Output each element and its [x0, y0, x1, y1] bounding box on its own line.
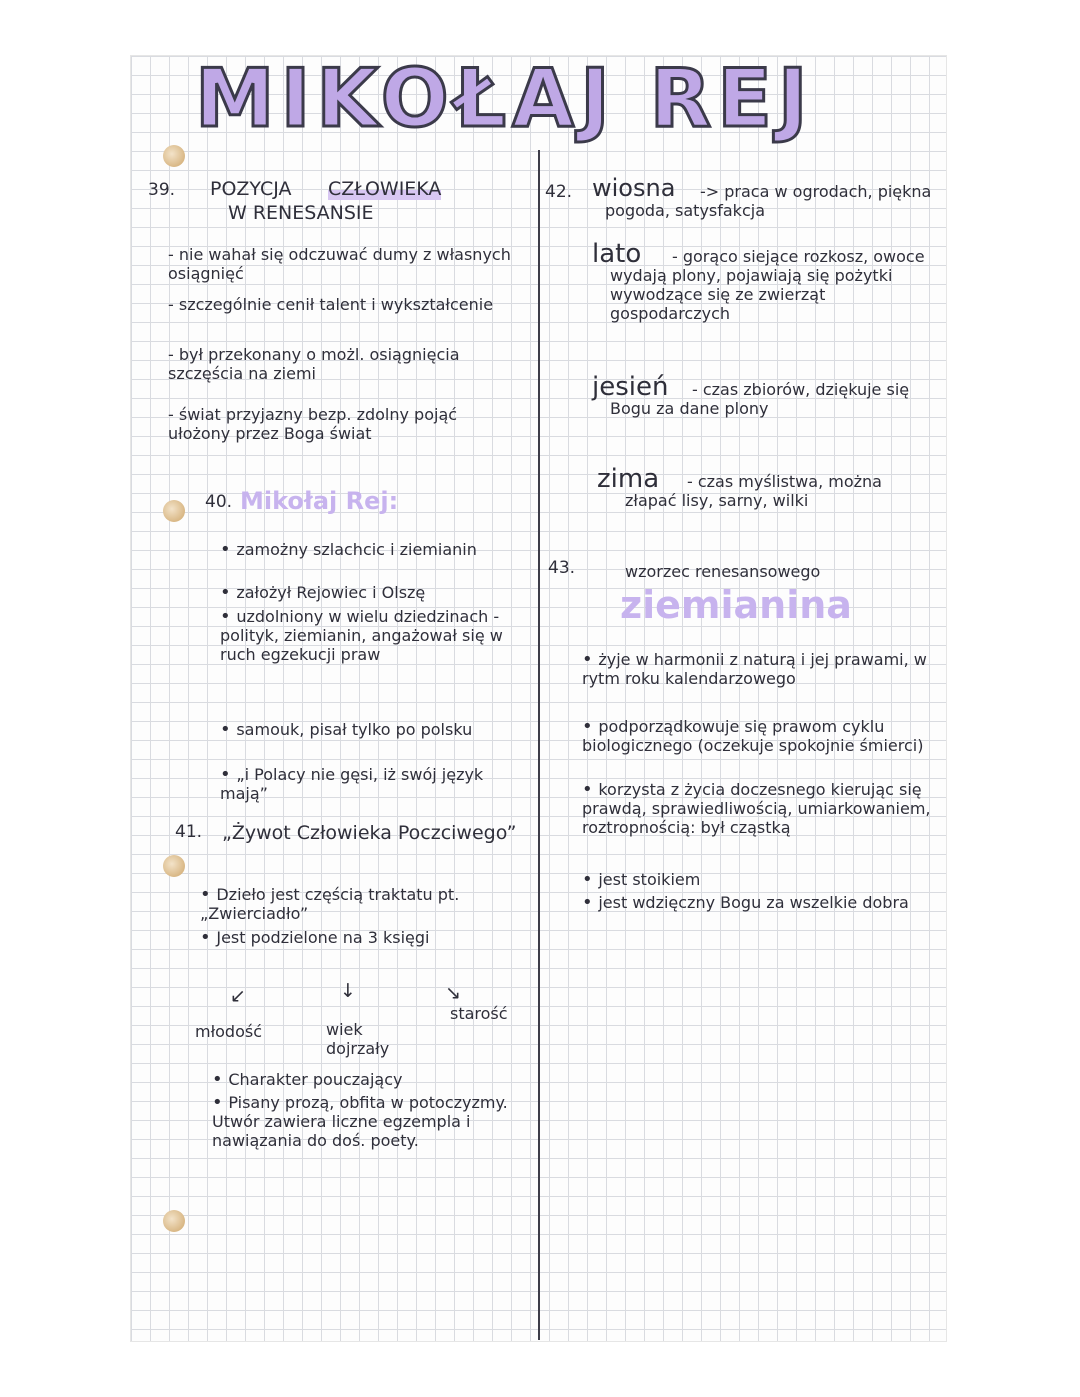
list-item: - był przekonany o możl. osiągnięcia szczęścia na ziemi — [168, 345, 460, 383]
section-39-title-1: POZYCJA — [210, 178, 292, 200]
list-item: • jest wdzięczny Bogu za wszelkie dobra — [582, 892, 909, 913]
season-autumn: jesień — [592, 372, 669, 402]
arrow-down-icon: ↓ — [340, 980, 356, 1002]
part-label: młodość — [195, 1022, 262, 1041]
season-spring-text: -> praca w ogrodach, piękna pogoda, satysfakcja — [605, 182, 932, 220]
list-item: • samouk, pisał tylko po polsku — [220, 719, 473, 740]
list-item: - szczególnie cenił talent i wykształcenie — [168, 295, 494, 314]
list-item: • jest stoikiem — [582, 869, 701, 890]
list-item: • żyje w harmonii z naturą i jej prawami, w rytm roku kalendarzowego — [582, 649, 927, 688]
list-item: - świat przyjazny bezp. zdolny pojąć ułożony przez Boga świat — [168, 405, 458, 443]
section-43-subtitle: wzorzec renesansowego — [625, 562, 821, 581]
list-item: • zamożny szlachcic i ziemianin — [220, 539, 477, 560]
section-41-number: 41. — [175, 822, 203, 842]
list-item: • założył Rejowiec i Olszę — [220, 582, 426, 603]
column-divider — [538, 150, 540, 1340]
punch-hole — [163, 1210, 185, 1232]
punch-hole — [163, 855, 185, 877]
page-title: MIKOŁAJ REJ — [195, 52, 814, 145]
list-item: • podporządkowuje się prawom cyklu biologicznego (oczekuje spokojnie śmierci) — [582, 716, 924, 755]
season-spring: wiosna — [592, 174, 676, 202]
punch-hole — [163, 500, 185, 522]
list-item: • korzysta z życia doczesnego kierując się prawdą, sprawiedliwością, umiarkowaniem, roztropnością: był cząstką — [582, 779, 931, 837]
list-item: • „i Polacy nie gęsi, iż swój język mają” — [220, 764, 484, 803]
list-item: • Charakter pouczający — [212, 1069, 403, 1090]
section-40-heading: Mikołaj Rej: — [240, 487, 399, 515]
season-autumn-text: - czas zbiorów, dziękuje się Bogu za dane plony — [610, 380, 910, 418]
season-summer-text: - gorąco siejące rozkosz, owoce wydają plony, pojawiają się pożytki wywodzące się ze zwierząt gospodarczych — [610, 247, 925, 323]
list-item: • Dzieło jest częścią traktatu pt. „Zwierciadło” — [200, 884, 460, 923]
section-43-number: 43. — [548, 558, 576, 578]
list-item: • uzdolniony w wielu dziedzinach - polityk, ziemianin, angażował się w ruch egzekucji praw — [220, 606, 503, 664]
season-winter: zima — [597, 464, 660, 494]
season-summer: lato — [592, 239, 642, 269]
section-39-number: 39. — [148, 180, 176, 200]
punch-hole — [163, 145, 185, 167]
section-42-number: 42. — [545, 182, 573, 202]
arrow-down-left-icon: ↙ — [230, 985, 246, 1007]
section-41-title: „Żywot Człowieka Poczciwego” — [222, 822, 517, 844]
section-43-heading: ziemianina — [620, 583, 852, 627]
arrow-down-right-icon: ↘ — [445, 982, 461, 1004]
section-39-title-2: CZŁOWIEKA — [328, 178, 442, 200]
section-39-title-3: W RENESANSIE — [228, 202, 374, 224]
list-item: - nie wahał się odczuwać dumy z własnych osiągnięć — [168, 245, 511, 283]
list-item: • Pisany prozą, obfita w potoczyzmy. Utwór zawiera liczne egzempla i nawiązania do doś. poety. — [212, 1092, 508, 1150]
part-label: wiek dojrzały — [326, 1020, 390, 1058]
list-item: • Jest podzielone na 3 księgi — [200, 927, 430, 948]
section-40-number: 40. — [205, 492, 233, 512]
part-label: starość — [450, 1004, 508, 1023]
season-winter-text: - czas myślistwa, można złapać lisy, sarny, wilki — [625, 472, 882, 510]
